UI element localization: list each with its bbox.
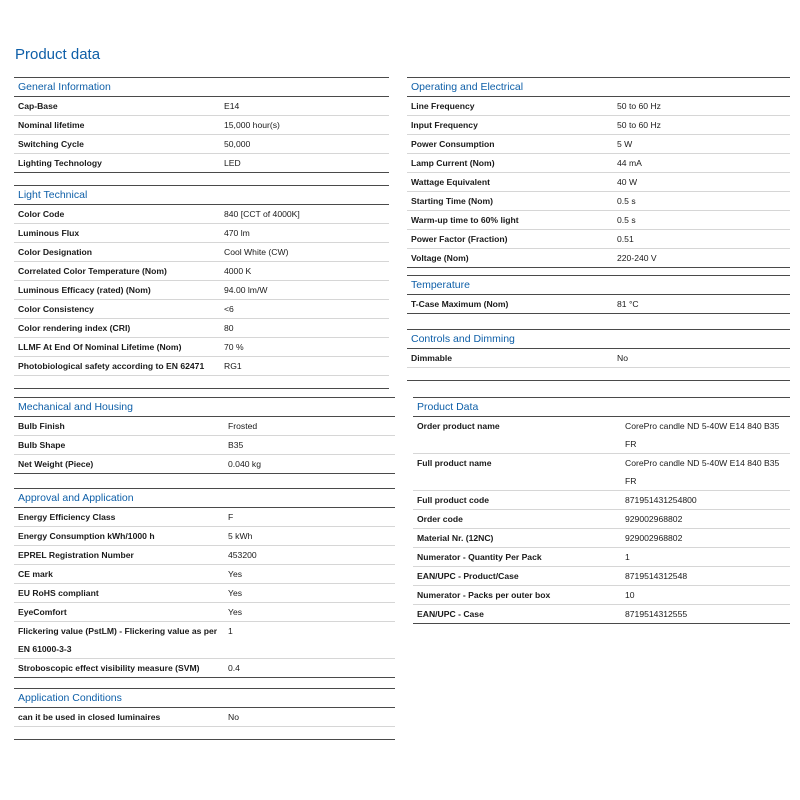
- spec-label: Order product name: [417, 421, 500, 431]
- spec-label: EPREL Registration Number: [18, 550, 134, 560]
- spec-row: [14, 224, 389, 243]
- section-controls-dimming: [407, 329, 790, 381]
- spec-value: 1: [625, 552, 630, 562]
- spec-value: 840 [CCT of 4000K]: [224, 209, 300, 219]
- spec-row: [413, 605, 790, 623]
- spec-value: 8719514312555: [625, 609, 688, 619]
- spec-row: [14, 659, 395, 677]
- spec-row: [14, 338, 389, 357]
- spec-row: [413, 417, 790, 454]
- spec-label: Lighting Technology: [18, 158, 102, 168]
- spec-row: [14, 243, 389, 262]
- section-rows: [14, 97, 389, 173]
- spec-value: 0.4: [228, 663, 240, 673]
- spec-row: [407, 173, 790, 192]
- spec-row: [407, 295, 790, 313]
- spec-label: Color Designation: [18, 247, 93, 257]
- section-product-data: [413, 397, 790, 624]
- spec-label: Stroboscopic effect visibility measure (SVM): [18, 663, 200, 673]
- spec-value: 0.040 kg: [228, 459, 261, 469]
- spec-value: 871951431254800: [625, 495, 697, 505]
- spec-value: 0.5 s: [617, 215, 636, 225]
- section-title: Light Technical: [14, 185, 389, 205]
- spec-row: [14, 135, 389, 154]
- spec-value: 5 kWh: [228, 531, 253, 541]
- spec-label: Energy Efficiency Class: [18, 512, 116, 522]
- spec-value: 929002968802: [625, 533, 683, 543]
- spec-row: [413, 510, 790, 529]
- spec-value: 220-240 V: [617, 253, 657, 263]
- spec-label: Lamp Current (Nom): [411, 158, 495, 168]
- spec-value: No: [617, 353, 628, 363]
- spec-label: Order code: [417, 514, 463, 524]
- section-title: General Information: [14, 77, 389, 97]
- spec-value: 5 W: [617, 139, 633, 149]
- spec-label: Net Weight (Piece): [18, 459, 94, 469]
- section-rows: [407, 97, 790, 268]
- spec-label: Luminous Efficacy (rated) (Nom): [18, 285, 151, 295]
- spec-label: Numerator - Quantity Per Pack: [417, 552, 542, 562]
- section-spacer: [14, 376, 389, 388]
- spec-label: T-Case Maximum (Nom): [411, 299, 509, 309]
- section-title: Application Conditions: [14, 688, 395, 708]
- spec-row: [407, 97, 790, 116]
- spec-label: Luminous Flux: [18, 228, 80, 238]
- spec-label: Flickering value (PstLM) - Flickering value as per EN 61000-3-3: [18, 626, 218, 654]
- spec-label: EAN/UPC - Product/Case: [417, 571, 519, 581]
- spec-value: 70 %: [224, 342, 244, 352]
- spec-value: 8719514312548: [625, 571, 688, 581]
- spec-value: CorePro candle ND 5-40W E14 840 B35 FR: [625, 421, 780, 449]
- spec-row: [14, 455, 395, 473]
- section-rows: [407, 295, 790, 314]
- spec-label: Color rendering index (CRI): [18, 323, 131, 333]
- spec-label: Wattage Equivalent: [411, 177, 490, 187]
- spec-label: EAN/UPC - Case: [417, 609, 484, 619]
- spec-row: [14, 357, 389, 376]
- page-title: Product data: [15, 46, 101, 63]
- spec-row: [14, 205, 389, 224]
- spec-row: [407, 230, 790, 249]
- spec-label: Starting Time (Nom): [411, 196, 493, 206]
- section-title: Temperature: [407, 275, 790, 295]
- spec-row: [413, 567, 790, 586]
- spec-label: Line Frequency: [411, 101, 475, 111]
- spec-value: Frosted: [228, 421, 258, 431]
- section-light-technical: [14, 185, 389, 389]
- spec-row: [407, 154, 790, 173]
- spec-value: LED: [224, 158, 241, 168]
- spec-label: Power Factor (Fraction): [411, 234, 508, 244]
- spec-value: 453200: [228, 550, 257, 560]
- section-approval-application: [14, 488, 395, 678]
- spec-value: 50,000: [224, 139, 251, 149]
- spec-row: [14, 154, 389, 172]
- spec-label: CE mark: [18, 569, 53, 579]
- spec-label: EU RoHS compliant: [18, 588, 99, 598]
- spec-value: F: [228, 512, 234, 522]
- spec-row: [14, 527, 395, 546]
- section-title: Controls and Dimming: [407, 329, 790, 349]
- spec-value: No: [228, 712, 239, 722]
- section-rows: [407, 349, 790, 381]
- spec-row: [14, 300, 389, 319]
- spec-value: Yes: [228, 569, 243, 579]
- spec-value: 81 °C: [617, 299, 639, 309]
- section-rows: [14, 417, 395, 474]
- spec-row: [407, 211, 790, 230]
- spec-row: [14, 97, 389, 116]
- spec-value: 80: [224, 323, 234, 333]
- section-title: Mechanical and Housing: [14, 397, 395, 417]
- section-title: Approval and Application: [14, 488, 395, 508]
- spec-value: E14: [224, 101, 240, 111]
- spec-value: 929002968802: [625, 514, 683, 524]
- spec-label: Full product code: [417, 495, 490, 505]
- spec-value: 470 lm: [224, 228, 250, 238]
- spec-label: Bulb Finish: [18, 421, 65, 431]
- spec-value: 40 W: [617, 177, 638, 187]
- spec-value: 0.5 s: [617, 196, 636, 206]
- spec-row: [14, 708, 395, 727]
- spec-label: Voltage (Nom): [411, 253, 469, 263]
- spec-label: Color Code: [18, 209, 65, 219]
- spec-row: [413, 491, 790, 510]
- spec-value: 1: [228, 626, 233, 636]
- spec-value: Yes: [228, 588, 243, 598]
- spec-row: [407, 135, 790, 154]
- section-application-conditions: [14, 688, 395, 740]
- spec-label: Correlated Color Temperature (Nom): [18, 266, 167, 276]
- spec-value: 10: [625, 590, 635, 600]
- section-title: Operating and Electrical: [407, 77, 790, 97]
- spec-label: Full product name: [417, 458, 492, 468]
- spec-value: 15,000 hour(s): [224, 120, 280, 130]
- section-operating-electrical: [407, 77, 790, 268]
- spec-row: [14, 319, 389, 338]
- spec-label: can it be used in closed luminaires: [18, 712, 161, 722]
- spec-value: 94.00 lm/W: [224, 285, 268, 295]
- spec-label: Cap-Base: [18, 101, 58, 111]
- spec-label: Numerator - Packs per outer box: [417, 590, 551, 600]
- spec-row: [14, 116, 389, 135]
- spec-value: Cool White (CW): [224, 247, 289, 257]
- spec-row: [413, 548, 790, 567]
- spec-label: Energy Consumption kWh/1000 h: [18, 531, 155, 541]
- section-spacer: [14, 727, 395, 739]
- spec-label: Color Consistency: [18, 304, 94, 314]
- spec-row: [407, 192, 790, 211]
- spec-value: B35: [228, 440, 244, 450]
- spec-row: [14, 508, 395, 527]
- spec-value: 0.51: [617, 234, 634, 244]
- spec-row: [14, 622, 395, 659]
- spec-value: 4000 K: [224, 266, 252, 276]
- spec-row: [14, 417, 395, 436]
- spec-label: Bulb Shape: [18, 440, 66, 450]
- spec-value: Yes: [228, 607, 243, 617]
- spec-value: 50 to 60 Hz: [617, 120, 661, 130]
- spec-value: CorePro candle ND 5-40W E14 840 B35 FR: [625, 458, 780, 486]
- spec-label: Photobiological safety according to EN 62471: [18, 361, 205, 371]
- section-rows: [413, 417, 790, 624]
- spec-label: Input Frequency: [411, 120, 478, 130]
- spec-label: Switching Cycle: [18, 139, 84, 149]
- spec-row: [14, 603, 395, 622]
- spec-label: Warm-up time to 60% light: [411, 215, 519, 225]
- spec-row: [14, 565, 395, 584]
- section-spacer: [407, 368, 790, 380]
- section-temperature: [407, 275, 790, 314]
- spec-row: [14, 281, 389, 300]
- spec-value: 50 to 60 Hz: [617, 101, 661, 111]
- section-mechanical-housing: [14, 397, 395, 474]
- spec-label: LLMF At End Of Nominal Lifetime (Nom): [18, 342, 182, 352]
- spec-row: [413, 586, 790, 605]
- spec-row: [413, 454, 790, 491]
- spec-row: [14, 262, 389, 281]
- spec-value: <6: [224, 304, 234, 314]
- spec-label: Material Nr. (12NC): [417, 533, 494, 543]
- spec-row: [14, 584, 395, 603]
- spec-row: [407, 349, 790, 368]
- spec-label: Dimmable: [411, 353, 453, 363]
- spec-row: [407, 249, 790, 267]
- spec-label: EyeComfort: [18, 607, 67, 617]
- section-general-information: [14, 77, 389, 173]
- spec-label: Power Consumption: [411, 139, 495, 149]
- spec-value: 44 mA: [617, 158, 642, 168]
- spec-row: [413, 529, 790, 548]
- section-title: Product Data: [413, 397, 790, 417]
- spec-label: Nominal lifetime: [18, 120, 85, 130]
- section-rows: [14, 508, 395, 678]
- spec-value: RG1: [224, 361, 242, 371]
- spec-row: [14, 436, 395, 455]
- spec-row: [407, 116, 790, 135]
- spec-row: [14, 546, 395, 565]
- section-rows: [14, 708, 395, 740]
- section-rows: [14, 205, 389, 389]
